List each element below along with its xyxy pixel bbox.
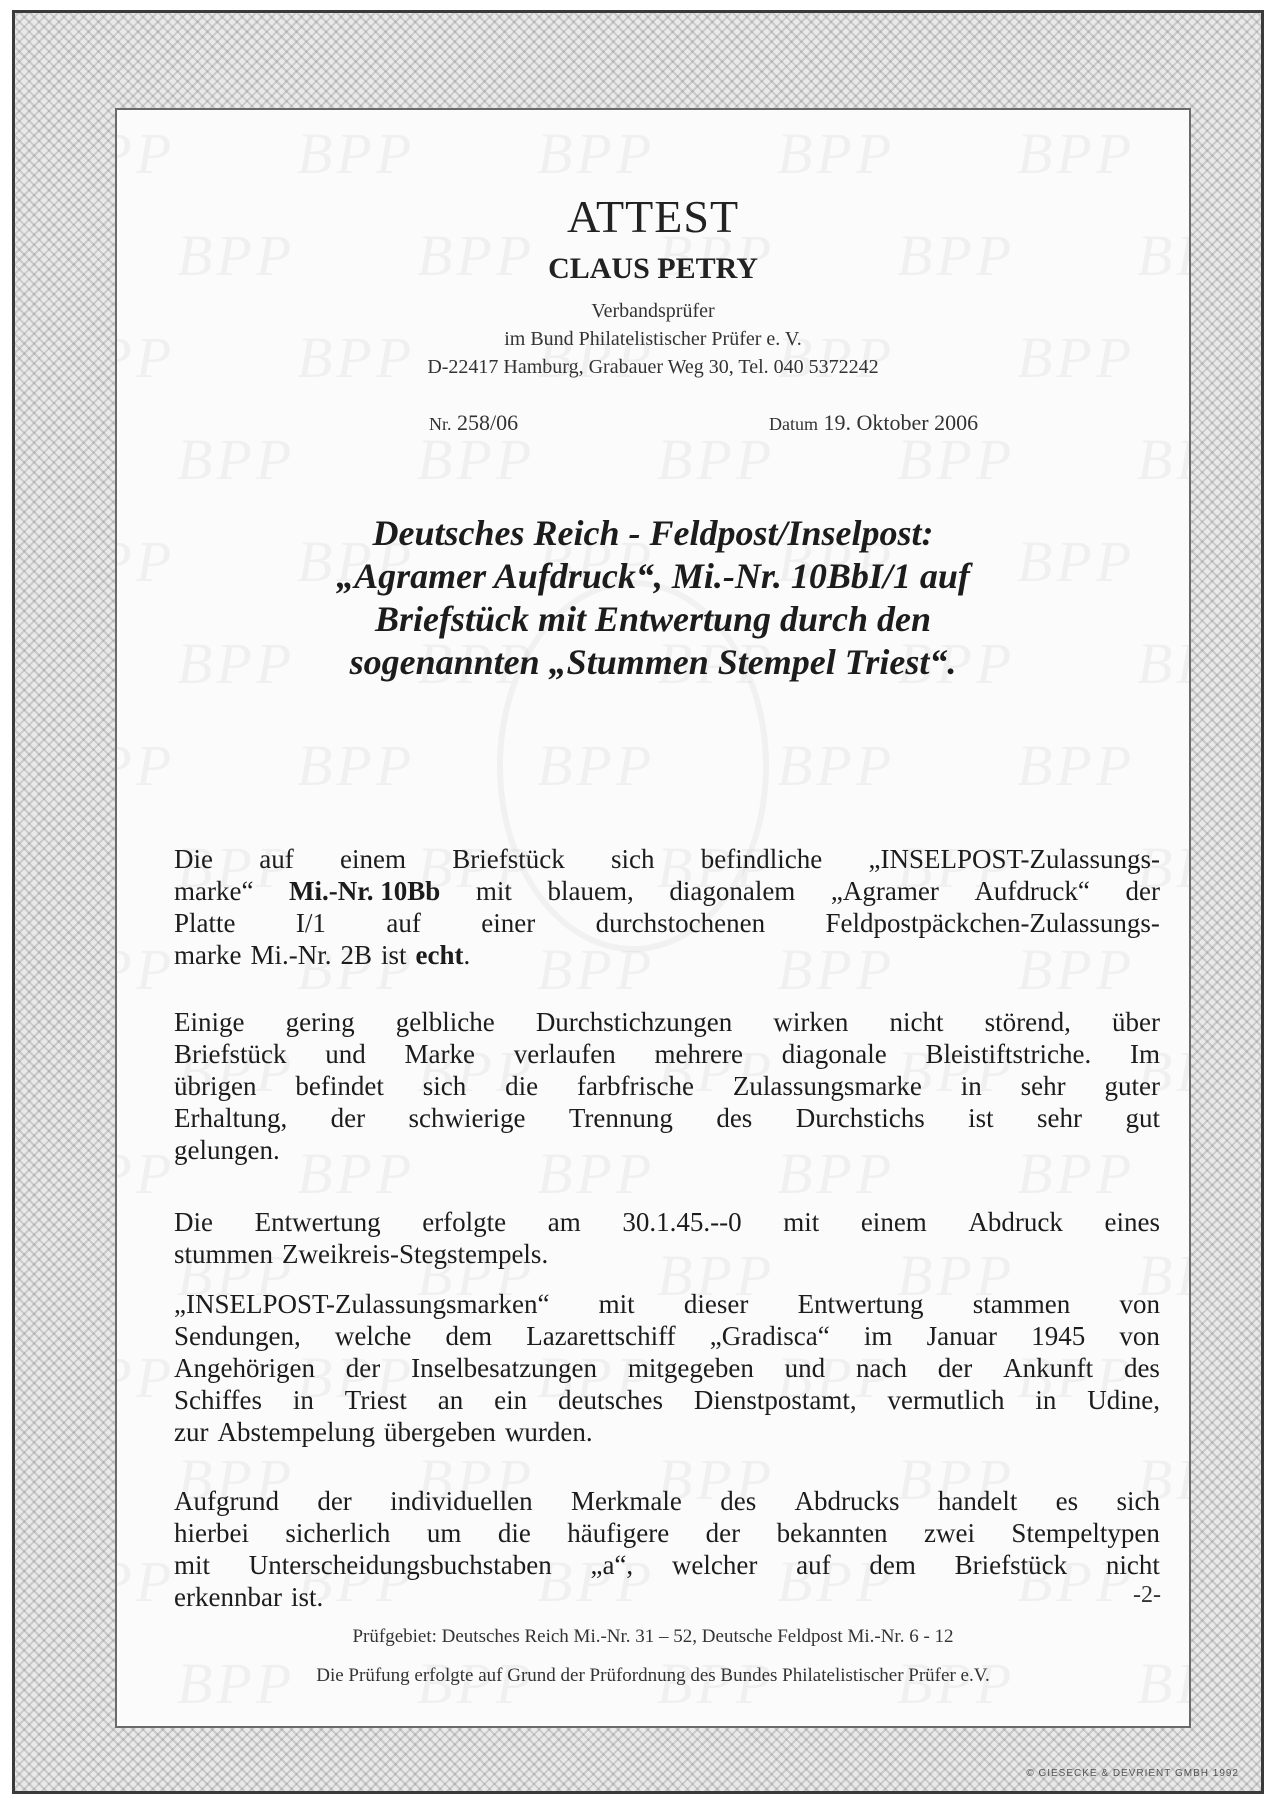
body-line xyxy=(174,1070,1160,1102)
body-line xyxy=(174,1038,1160,1070)
body-word: Schiffes xyxy=(174,1385,262,1415)
body-word: ist xyxy=(968,1103,994,1133)
body-word: der xyxy=(345,1353,381,1383)
body-word: und xyxy=(325,1039,366,1069)
body-word: welche xyxy=(334,1321,412,1351)
examiner-name: CLAUS PETRY xyxy=(548,252,758,285)
body-word: vermutlich xyxy=(887,1385,1005,1415)
body-paragraph xyxy=(174,1288,1160,1448)
body-word: „Agramer xyxy=(830,876,939,906)
examiner-role: Verbandsprüfer xyxy=(591,300,715,322)
examination-scope: Prüfgebiet: Deutsches Reich Mi.-Nr. 31 – 52, Deutsche Feldpost Mi.-Nr. 6 - 12 xyxy=(352,1626,954,1647)
body-word: auf xyxy=(386,908,421,938)
body-word: Die xyxy=(174,1207,213,1237)
subject-headline xyxy=(117,512,1189,684)
body-paragraph xyxy=(174,843,1160,971)
body-word: erkennbar xyxy=(174,1582,282,1612)
body-word: sich xyxy=(1116,1486,1160,1516)
body-word: der xyxy=(317,1486,352,1516)
body-word: und xyxy=(784,1353,826,1383)
body-word: dem xyxy=(869,1550,916,1580)
certificate-content xyxy=(117,110,1189,1726)
examiner-association: im Bund Philatelistischer Prüfer e. V. xyxy=(504,328,802,350)
body-word: in xyxy=(292,1385,314,1415)
body-word: befindet xyxy=(295,1071,384,1101)
body-word: Abstempelung xyxy=(217,1417,375,1447)
body-word: gut xyxy=(1125,1103,1160,1133)
body-word: Zweikreis-Stegstempels. xyxy=(282,1239,549,1269)
body-line xyxy=(174,1102,1160,1134)
body-word: hierbei xyxy=(174,1518,249,1548)
body-word: Feldpostpäckchen-Zulassungs- xyxy=(825,908,1160,938)
body-word: Durchstichs xyxy=(795,1103,925,1133)
body-word: mehrere xyxy=(654,1039,743,1069)
body-word: Entwertung xyxy=(797,1289,924,1319)
body-word: guter xyxy=(1104,1071,1160,1101)
body-word: befindliche xyxy=(700,844,823,874)
body-line xyxy=(174,1384,1160,1416)
body-word: häufigere xyxy=(567,1518,670,1548)
body-paragraph xyxy=(174,1485,1160,1613)
body-word: Marke xyxy=(404,1039,476,1069)
body-word: 1945 xyxy=(1031,1321,1086,1351)
body-word: Aufgrund xyxy=(174,1486,279,1516)
body-word: die xyxy=(505,1071,539,1101)
body-word: erfolgte xyxy=(422,1207,507,1237)
body-word: Inselbesatzungen xyxy=(411,1353,598,1383)
body-word: wurden. xyxy=(504,1417,593,1447)
body-word: Triest xyxy=(344,1385,407,1415)
body-word: gelbliche xyxy=(395,1007,495,1037)
body-line xyxy=(174,1549,1160,1581)
body-line xyxy=(174,907,1160,939)
body-word: Januar xyxy=(926,1321,998,1351)
body-word: Udine, xyxy=(1087,1385,1160,1415)
body-word: über xyxy=(1111,1007,1160,1037)
body-word: Entwertung xyxy=(254,1207,381,1237)
body-word: des xyxy=(716,1103,753,1133)
body-word: Aufdruck“ xyxy=(974,876,1090,906)
body-word: in xyxy=(1035,1385,1057,1415)
body-word: auf xyxy=(259,844,294,874)
body-word: Die xyxy=(174,844,213,874)
certificate-number xyxy=(429,410,518,436)
body-word: „INSELPOST-Zulassungsmarken“ xyxy=(174,1289,550,1319)
body-word: Durchstichzungen xyxy=(535,1007,733,1037)
body-word: gering xyxy=(285,1007,355,1037)
body-word: echt xyxy=(415,940,464,970)
body-word: ein xyxy=(494,1385,528,1415)
body-word: sehr xyxy=(1037,1103,1083,1133)
body-word: Unterscheidungsbuchstaben xyxy=(248,1550,552,1580)
body-word: Briefstück xyxy=(954,1550,1068,1580)
body-word: ist xyxy=(380,940,407,970)
examiner-address: D-22417 Hamburg, Grabauer Weg 30, Tel. 040 5372242 xyxy=(427,356,879,378)
certificate-date-label: Datum xyxy=(769,414,818,434)
body-word: am xyxy=(547,1207,581,1237)
body-line xyxy=(174,1485,1160,1517)
body-word: Lazarettschiff xyxy=(526,1321,676,1351)
body-word: übrigen xyxy=(174,1071,257,1101)
body-word: schwierige xyxy=(408,1103,526,1133)
body-line xyxy=(174,1320,1160,1352)
body-word: mit xyxy=(598,1289,635,1319)
headline-line: sogenannten „Stummen Stempel Triest“. xyxy=(349,642,957,682)
certificate-date-value: 19. Oktober 2006 xyxy=(823,410,979,435)
body-word: verlaufen xyxy=(513,1039,616,1069)
body-word: die xyxy=(497,1518,531,1548)
body-word: sehr xyxy=(1020,1071,1066,1101)
body-word: der xyxy=(330,1103,366,1133)
headline-line: Deutsches Reich - Feldpost/Inselpost: xyxy=(372,513,934,553)
body-word: im xyxy=(863,1321,893,1351)
body-word: diagonale xyxy=(781,1039,887,1069)
body-word: sicherlich xyxy=(285,1518,391,1548)
body-line xyxy=(174,1238,1160,1270)
body-word: „Gradisca“ xyxy=(709,1321,830,1351)
body-word: des xyxy=(720,1486,757,1516)
body-word: Erhaltung, xyxy=(174,1103,288,1133)
body-word: zwei xyxy=(924,1518,975,1548)
body-word: eines xyxy=(1104,1207,1160,1237)
body-word: I/1 xyxy=(295,908,326,938)
body-word: es xyxy=(1055,1486,1079,1516)
body-line xyxy=(174,1206,1160,1238)
body-word: individuellen xyxy=(390,1486,533,1516)
body-word: Ankunft xyxy=(1003,1353,1094,1383)
body-word: Mi.-Nr. 10Bb xyxy=(289,876,441,906)
body-word: marke“ xyxy=(174,876,254,906)
body-word: stammen xyxy=(972,1289,1071,1319)
body-word: Briefstück xyxy=(174,1039,287,1069)
body-line xyxy=(174,1581,1160,1613)
body-word: sich xyxy=(422,1071,467,1101)
certificate-date xyxy=(769,410,978,436)
body-word: Abdrucks xyxy=(794,1486,900,1516)
body-word: „a“, xyxy=(590,1550,634,1580)
body-word: nach xyxy=(856,1353,907,1383)
body-word: deutsches xyxy=(557,1385,663,1415)
body-word: mit xyxy=(174,1550,211,1580)
body-word: farbfrische xyxy=(577,1071,694,1101)
body-word: von xyxy=(1119,1289,1160,1319)
guilloche-border xyxy=(12,10,1264,1794)
body-word: einem xyxy=(340,844,406,874)
body-word: Angehörigen xyxy=(174,1353,315,1383)
body-word: Dienstpostamt, xyxy=(693,1385,857,1415)
body-word: dem xyxy=(445,1321,493,1351)
body-word: bekannten xyxy=(776,1518,888,1548)
body-word: Sendungen, xyxy=(174,1321,301,1351)
body-word: der xyxy=(1125,876,1160,906)
body-word: Briefstück xyxy=(452,844,565,874)
body-word: sich xyxy=(611,844,655,874)
page-number: -2- xyxy=(1133,1582,1161,1608)
body-word: der xyxy=(937,1353,973,1383)
body-word: um xyxy=(426,1518,462,1548)
certificate-number-value: 258/06 xyxy=(457,410,519,435)
body-line xyxy=(174,843,1160,875)
body-word: einer xyxy=(481,908,536,938)
certificate-panel xyxy=(115,108,1191,1728)
body-word: diagonalem xyxy=(669,876,796,906)
body-word: stummen xyxy=(174,1239,273,1269)
examination-note: Die Prüfung erfolgte auf Grund der Prüfordnung des Bundes Philatelistischer Prüfer e.V. xyxy=(316,1665,990,1686)
body-word: dieser xyxy=(683,1289,749,1319)
body-word: in xyxy=(960,1071,982,1101)
body-word: durchstochenen xyxy=(595,908,766,938)
body-word: Mi.-Nr. xyxy=(250,940,332,970)
body-paragraph xyxy=(174,1006,1160,1166)
body-word: an xyxy=(437,1385,464,1415)
body-line xyxy=(174,1288,1160,1320)
body-word: des xyxy=(1123,1353,1160,1383)
body-word: Im xyxy=(1129,1039,1160,1069)
body-word: von xyxy=(1119,1321,1160,1351)
body-word: Merkmale xyxy=(570,1486,682,1516)
body-word: übergeben xyxy=(383,1417,496,1447)
body-word: Bleistiftstriche. xyxy=(925,1039,1092,1069)
body-word: mitgegeben xyxy=(627,1353,754,1383)
body-word: zur xyxy=(174,1417,209,1447)
certificate-number-label: Nr. xyxy=(429,414,452,434)
body-word: auf xyxy=(796,1550,831,1580)
body-word: gelungen. xyxy=(174,1135,280,1165)
headline-line: „Agramer Aufdruck“, Mi.-Nr. 10BbI/1 auf xyxy=(336,556,970,596)
body-paragraph xyxy=(174,1206,1160,1270)
body-word: blauem, xyxy=(547,876,634,906)
body-word: Abdruck xyxy=(968,1207,1063,1237)
body-line xyxy=(174,1517,1160,1549)
body-word: handelt xyxy=(937,1486,1018,1516)
body-word: 30.1.45.--0 xyxy=(622,1207,742,1237)
body-word: störend, xyxy=(984,1007,1071,1037)
body-word: welcher xyxy=(671,1550,758,1580)
certificate-title: ATTEST xyxy=(566,191,740,242)
body-word: Platte xyxy=(174,908,236,938)
body-line xyxy=(174,1416,1160,1448)
printer-copyright: © GIESECKE & DEVRIENT GMBH 1992 xyxy=(1026,1768,1239,1779)
body-word: nicht xyxy=(1105,1550,1160,1580)
body-word: mit xyxy=(783,1207,820,1237)
body-line xyxy=(174,939,1160,971)
body-word: nicht xyxy=(889,1007,944,1037)
headline-line: Briefstück mit Entwertung durch den xyxy=(374,599,932,639)
body-word: . xyxy=(463,940,471,970)
body-line xyxy=(174,1352,1160,1384)
body-word: der xyxy=(705,1518,741,1548)
body-word: 2B xyxy=(340,940,372,970)
body-word: mit xyxy=(475,876,512,906)
body-word: marke xyxy=(174,940,242,970)
body-line xyxy=(174,875,1160,907)
body-word: Einige xyxy=(174,1007,245,1037)
body-word: Zulassungsmarke xyxy=(732,1071,922,1101)
body-line xyxy=(174,1134,1160,1166)
body-word: Trennung xyxy=(568,1103,673,1133)
body-word: Stempeltypen xyxy=(1011,1518,1160,1548)
body-word: ist. xyxy=(290,1582,324,1612)
body-line xyxy=(174,1006,1160,1038)
body-word: „INSELPOST-Zulassungs- xyxy=(868,844,1160,874)
body-word: einem xyxy=(860,1207,927,1237)
body-word: wirken xyxy=(773,1007,849,1037)
